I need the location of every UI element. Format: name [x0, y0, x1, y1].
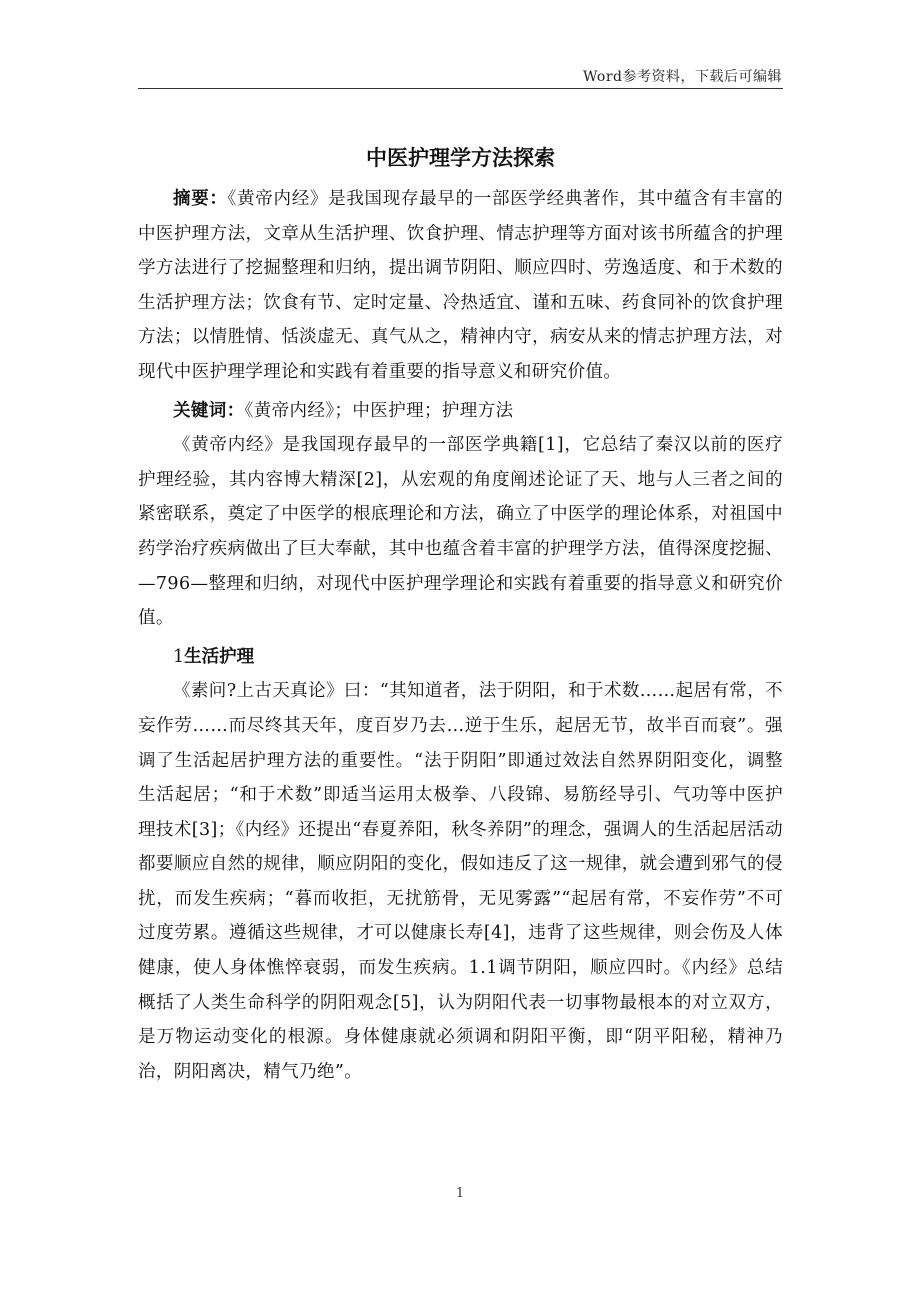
section-1-number: 1 — [173, 646, 185, 667]
keywords-paragraph — [138, 394, 783, 429]
header-divider — [138, 88, 783, 89]
abstract-paragraph — [138, 182, 783, 390]
section-1-title: 生活护理 — [184, 646, 255, 667]
section-1-paragraph: 《素问?上古天真论》曰：“其知道者，法于阴阳，和于术数……起居有常，不妄作劳……而尽终其天年，度百岁乃去…逆于生乐，起居无节，故半百而衰”。强调了生活起居护理方法的重要性。“法于阴阳”即通过效法自然界阴阳变化，调整生活起居；“和于术数”即适当运用太极拳、八段锦、易筋经导引、气功等中医护理技术[3]；《内经》还提出“春夏养阳，秋冬养阴”的理念，强调人的生活起居活动都要顺应自然的规律，顺应阴阳的变化，假如违反了这一规律，就会遭到邪气的侵扰，而发生疾病；“暮而收拒，无扰筋骨，无见雾露”“起居有常，不妄作劳”不可过度劳累。遵循这些规律，才可以健康长寿[4]，违背了这些规律，则会伤及人体健康，使人身体憔悴衰弱，而发生疾病。1.1调节阴阳，顺应四时。《内经》总结概括了人类生命科学的阴阳观念[5]，认为阴阳代表一切事物最根本的对立双方，是万物运动变化的根源。身体健康就必须调和阴阳平衡，即“阴平阳秘，精神乃治，阴阳离决，精气乃绝”。 — [138, 681, 783, 1082]
keywords-text: 《黄帝内经》；中医护理；护理方法 — [244, 400, 514, 421]
document-title: 中医护理学方法探索 — [366, 146, 555, 170]
keywords-label: 关键词： — [173, 400, 245, 421]
section-1-heading — [138, 640, 783, 675]
page-number: 1 — [455, 1186, 465, 1201]
document-body — [138, 140, 783, 1089]
abstract-label: 摘要： — [173, 189, 228, 209]
intro-paragraph: 《黄帝内经》是我国现存最早的一部医学典籍[1]，它总结了秦汉以前的医疗护理经验，其内容博大精深[2]，从宏观的角度阐述论证了天、地与人三者之间的紧密联系，奠定了中医学的根底理论和方法，确立了中医学的理论体系，对祖国中药学治疗疾病做出了巨大奉献，其中也蕴含着丰富的护理学方法，值得深度挖掘、—796—整理和归纳，对现代中医护理学理论和实践有着重要的指导意义和研究价值。 — [138, 435, 783, 629]
abstract-text: 《黄帝内经》是我国现存最早的一部医学经典著作，其中蕴含有丰富的中医护理方法，文章从生活护理、饮食护理、情志护理等方面对该书所蕴含的护理学方法进行了挖掘整理和归纳，提出调节阴阳、顺应四时、劳逸适度、和于术数的生活护理方法；饮食有节、定时定量、冷热适宜、谨和五味、药食同补的饮食护理方法；以情胜情、恬淡虚无、真气从之，精神内守，病安从来的情志护理方法，对现代中医护理学理论和实践有着重要的指导意义和研究价值。 — [138, 189, 783, 382]
header-note: Word参考资料，下载后可编辑 — [582, 69, 782, 85]
